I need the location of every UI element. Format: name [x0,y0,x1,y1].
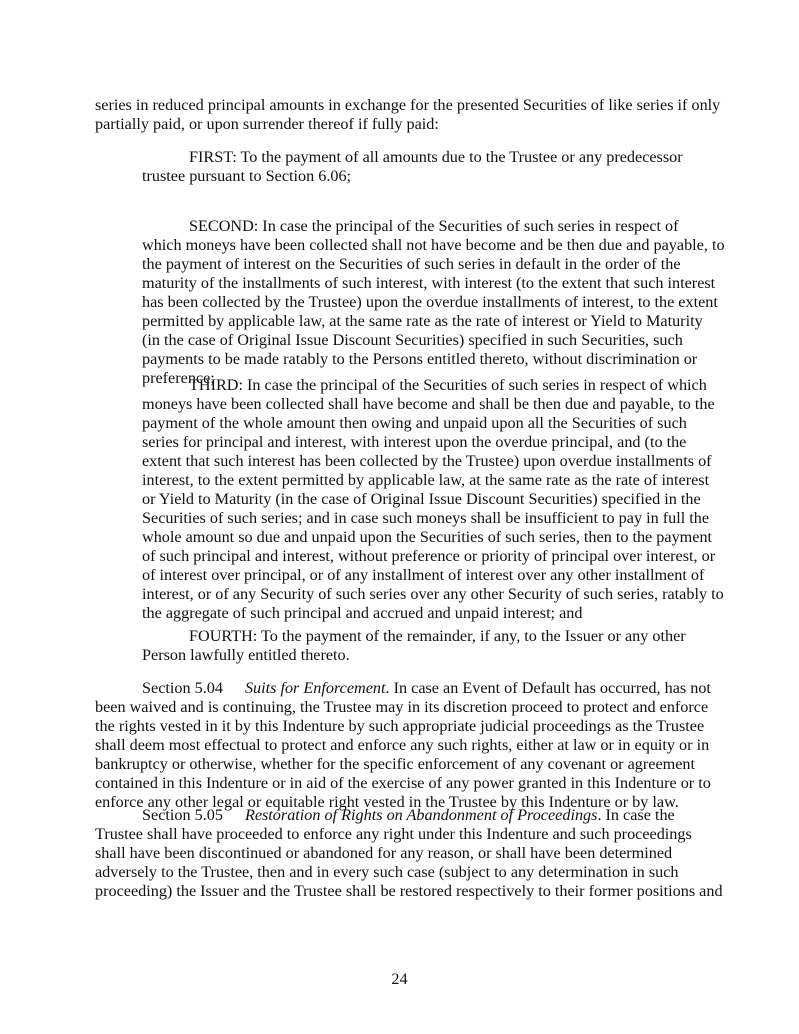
text-line: the aggregate of such principal and accrued and unpaid interest; and [142,604,583,622]
text-line: FIRST: To the payment of all amounts due to the Trustee or any predecessor [189,148,683,166]
paragraph-first [142,148,683,186]
text-line: . In case the [597,806,675,824]
text-line: interest, or of any Security of such series over any other Security of such series, ratably to [142,585,724,603]
page-number: 24 [391,970,408,988]
text-line: Securities of such series; and in case such moneys shall be insufficient to pay in full the [142,509,710,527]
text-line: adversely to the Trustee, then and in every such case (subject to any determination in such [95,863,679,881]
text-line: the rights vested in it by this Indenture by such appropriate judicial proceedings as the Trustee [95,717,705,735]
text-line: of such principal and interest, without preference or priority of principal over interest, or [142,547,716,565]
text-line: or Yield to Maturity (in the case of Original Issue Discount Securities) specified in the [142,490,701,508]
text-line: series for principal and interest, with interest upon the overdue principal, and (to the [142,433,687,451]
text-line: shall deem most effectual to protect and enforce any such rights, either at law or in equity or in [95,736,710,754]
text-line: has been collected by the Trustee) upon the overdue installments of interest, to the extent [142,293,718,311]
text-line: maturity of the installments of such interest, with interest (to the extent that such interest [142,274,716,292]
text-line: Person lawfully entitled thereto. [142,646,350,664]
text-line: Trustee shall have proceeded to enforce any right under this Indenture and such proceedings [95,825,692,843]
text-line: series in reduced principal amounts in exchange for the presented Securities of like series if only [95,96,721,114]
text-line: THIRD: In case the principal of the Securities of such series in respect of which [189,376,707,394]
section-number: Section 5.04 [142,679,223,697]
text-line: payment of the whole amount then owing and unpaid upon all the Securities of such [142,414,687,432]
text-line: SECOND: In case the principal of the Securities of such series in respect of [189,217,679,235]
paragraph-intro [95,96,720,134]
section-number: Section 5.05 [142,806,223,824]
paragraph-second [142,217,725,388]
paragraph-fourth [142,627,686,665]
text-line: trustee pursuant to Section 6.06; [142,167,352,185]
section-heading-line [95,679,711,698]
text-line: the payment of interest on the Securities of such series in default in the order of the [142,255,681,273]
text-line: contained in this Indenture or in aid of the exercise of any power granted in this Indenture or to [95,774,711,792]
section-5-05 [95,806,723,901]
text-line: which moneys have been collected shall not have become and be then due and payable, to [142,236,725,254]
text-line: proceeding) the Issuer and the Trustee shall be restored respectively to their former positions and [95,882,723,900]
text-line: (in the case of Original Issue Discount Securities) specified in such Securities, such [142,331,683,349]
text-line: shall have been discontinued or abandoned for any reason, or shall have been determined [95,844,673,862]
text-line: of interest over principal, or of any installment of interest over any other installment of [142,566,705,584]
text-line: permitted by applicable law, at the same rate as the rate of interest or Yield to Maturity [142,312,703,330]
text-line: been waived and is continuing, the Trustee may in its discretion proceed to protect and enforce [95,698,709,716]
text-line: whole amount so due and unpaid upon the Securities of such series, then to the payment [142,528,713,546]
text-line: extent that such interest has been collected by the Trustee) upon overdue installments of [142,452,712,470]
text-line: bankruptcy or otherwise, whether for the specific enforcement of any covenant or agreement [95,755,696,773]
text-line: FOURTH: To the payment of the remainder, if any, to the Issuer or any other [189,627,686,645]
section-title: Suits for Enforcement [244,679,386,697]
text-line: payments to be made ratably to the Persons entitled thereto, without discrimination or [142,350,698,368]
text-line: partially paid, or upon surrender thereof if fully paid: [95,115,439,133]
paragraph-third [142,376,724,623]
section-title: Restoration of Rights on Abandonment of Proceedings [244,806,598,824]
text-line: moneys have been collected shall have become and shall be then due and payable, to the [142,395,715,413]
text-line: enforce any other legal or equitable right vested in the Trustee by this Indenture or by law. [95,793,679,811]
text-line: preference; [142,369,215,387]
text-line: interest, to the extent permitted by applicable law, at the same rate as the rate of interest [142,471,710,489]
section-heading-line [95,806,723,825]
section-5-04 [95,679,711,812]
text-line: . In case an Event of Default has occurred, has not [385,679,711,697]
